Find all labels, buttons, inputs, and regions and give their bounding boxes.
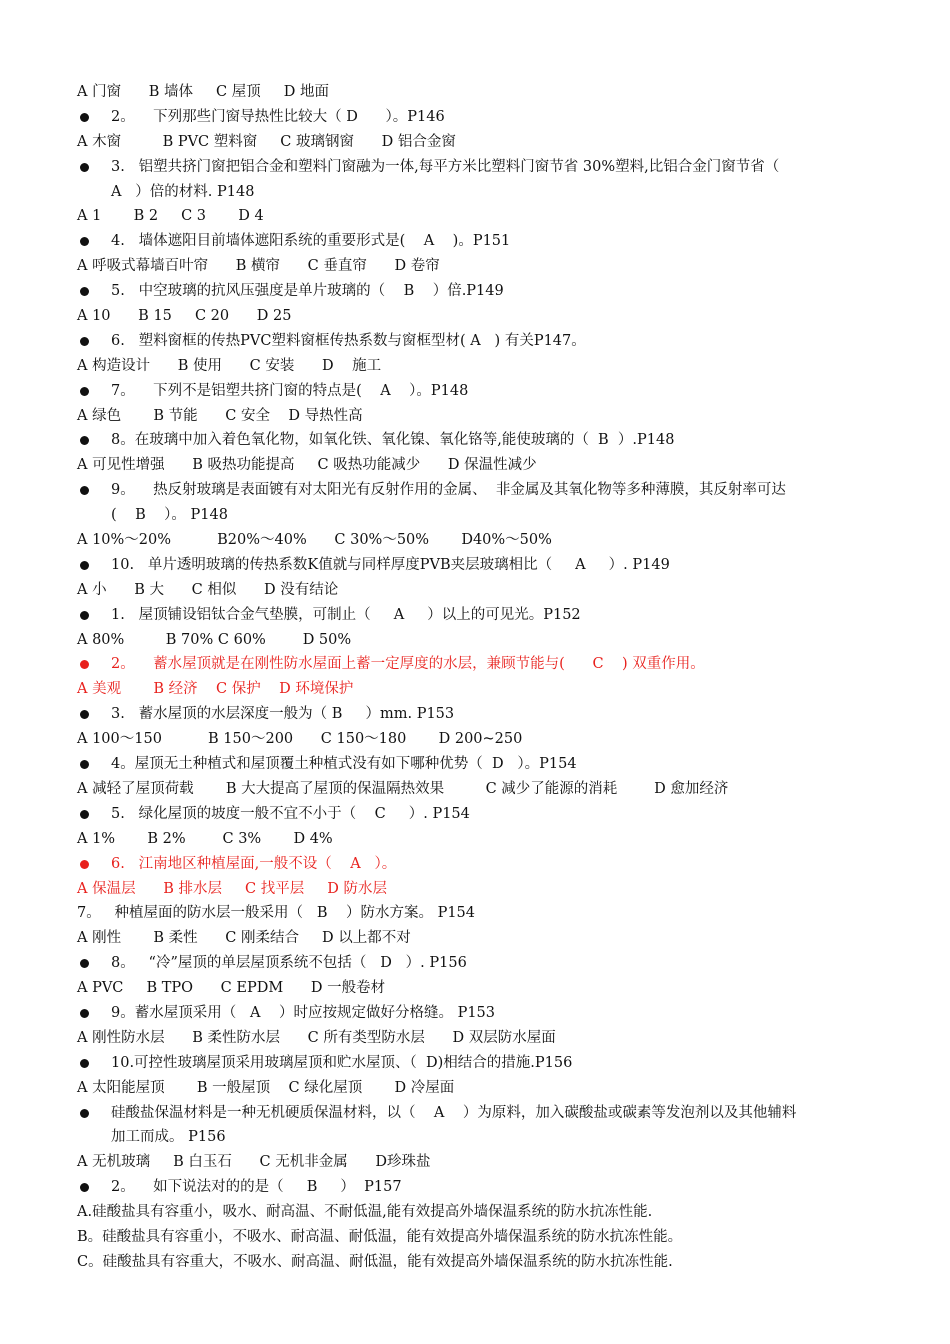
bullet-icon bbox=[80, 337, 89, 346]
line-text: A PVC B TPO C EPDM D 一般卷材 bbox=[77, 980, 386, 997]
text-line bbox=[0, 1200, 950, 1225]
line-text: A 木窗 B PVC 塑料窗 C 玻璃钢窗 D 铝合金窗 bbox=[77, 133, 456, 150]
question-line bbox=[0, 428, 950, 453]
line-text: B。硅酸盐具有容重小，不吸水、耐高温、耐低温，能有效提高外墙保温系统的防水抗冻性能。 bbox=[77, 1228, 683, 1245]
line-text: 加工而成。 P156 bbox=[111, 1129, 226, 1146]
line-text: A 10%～20% B20%～40% C 30%～50% D40%～50% bbox=[77, 532, 552, 549]
line-text: 3. 蓄水屋顶的水层深度一般为（ B ）mm. P153 bbox=[111, 706, 455, 723]
options-line bbox=[0, 877, 950, 902]
line-text: A 100～150 B 150～200 C 150～180 D 200~250 bbox=[77, 731, 523, 748]
line-text: A 可见性增强 B 吸热功能提高 C 吸热功能减少 D 保温性减少 bbox=[77, 457, 537, 474]
line-text: A 呼吸式幕墙百叶帘 B 横帘 C 垂直帘 D 卷帘 bbox=[77, 258, 440, 275]
question-line bbox=[0, 329, 950, 354]
line-text: 4. 墙体遮阳目前墙体遮阳系统的重要形式是( A )。P151 bbox=[111, 233, 511, 250]
question-line bbox=[0, 802, 950, 827]
line-text: 7。 下列不是铝塑共挤门窗的特点是( A ）。P148 bbox=[111, 382, 469, 399]
bullet-icon bbox=[80, 486, 89, 495]
question-line bbox=[0, 951, 950, 976]
bullet-icon bbox=[80, 810, 89, 819]
question-line bbox=[0, 1101, 950, 1126]
question-line bbox=[0, 752, 950, 777]
options-line bbox=[0, 677, 950, 702]
question-line bbox=[0, 603, 950, 628]
bullet-icon bbox=[80, 959, 89, 968]
line-text: 7。 种植屋面的防水层一般采用（ B ）防水方案。 P154 bbox=[77, 905, 476, 922]
bullet-icon bbox=[80, 1109, 89, 1118]
bullet-icon bbox=[80, 860, 89, 869]
question-line bbox=[0, 279, 950, 304]
options-line bbox=[0, 130, 950, 155]
line-text: A 门窗 B 墙体 C 屋顶 D 地面 bbox=[77, 84, 330, 100]
line-text: A 无机玻璃 B 白玉石 C 无机非金属 D珍珠盐 bbox=[77, 1154, 431, 1171]
options-line bbox=[0, 80, 950, 105]
options-line bbox=[0, 254, 950, 279]
line-text: 5. 绿化屋顶的坡度一般不宜不小于（ C ）. P154 bbox=[111, 805, 470, 822]
options-line bbox=[0, 777, 950, 802]
bullet-icon bbox=[80, 1009, 89, 1018]
line-text: A 刚性 B 柔性 C 刚柔结合 D 以上都不对 bbox=[77, 930, 411, 947]
line-text: 4。屋顶无土种植式和屋顶覆土种植式没有如下哪种优势（ D ）。P154 bbox=[111, 756, 577, 773]
line-text: 1. 屋顶铺设铝钛合金气垫膜，可制止（ A ）以上的可见光。P152 bbox=[111, 606, 581, 623]
question-line bbox=[0, 852, 950, 877]
line-text: 2。 下列那些门窗导热性比较大（ D ）。P146 bbox=[111, 108, 445, 125]
line-text: 2。 如下说法对的的是（ B ） P157 bbox=[111, 1179, 402, 1196]
options-line bbox=[0, 628, 950, 653]
options-line bbox=[0, 1150, 950, 1175]
options-line bbox=[0, 1076, 950, 1101]
line-text: A 80% B 70% C 60% D 50% bbox=[77, 631, 352, 648]
line-text: 10.可控性玻璃屋顶采用玻璃屋顶和贮水屋顶、（ D)相结合的措施.P156 bbox=[111, 1054, 573, 1071]
line-text: A.硅酸盐具有容重小，吸水、耐高温、不耐低温,能有效提高外墙保温系统的防水抗冻性能. bbox=[77, 1204, 653, 1221]
bullet-icon bbox=[80, 1059, 89, 1068]
text-line bbox=[0, 1125, 950, 1150]
bullet-icon bbox=[80, 710, 89, 719]
bullet-icon bbox=[80, 113, 89, 122]
line-text: 10. 单片透明玻璃的传热系数K值就与同样厚度PVB夹层玻璃相比（ A ）. P149 bbox=[111, 556, 670, 573]
line-text: A 1% B 2% C 3% D 4% bbox=[77, 830, 333, 847]
line-text: A 绿色 B 节能 C 安全 D 导热性高 bbox=[77, 407, 363, 424]
line-text: 9。 热反射玻璃是表面镀有对太阳光有反射作用的金属、 非金属及其氧化物等多种薄膜，其反射率可达 bbox=[111, 482, 786, 499]
question-line bbox=[0, 229, 950, 254]
question-line bbox=[0, 1175, 950, 1200]
options-line bbox=[0, 304, 950, 329]
line-text: 8。在玻璃中加入着色氧化物，如氧化铁、氧化镍、氧化铬等,能使玻璃的（ B ）.P148 bbox=[111, 432, 675, 449]
line-text: 8。 “冷”屋顶的单层屋顶系统不包括（ D ）. P156 bbox=[111, 955, 467, 972]
question-line bbox=[0, 1001, 950, 1026]
line-text: A 美观 B 经济 C 保护 D 环境保护 bbox=[77, 681, 354, 698]
bullet-icon bbox=[80, 163, 89, 172]
options-line bbox=[0, 827, 950, 852]
line-text: A 1 B 2 C 3 D 4 bbox=[77, 208, 264, 225]
bullet-icon bbox=[80, 237, 89, 246]
question-line bbox=[0, 702, 950, 727]
line-text: 5. 中空玻璃的抗风压强度是单片玻璃的（ B ）倍.P149 bbox=[111, 283, 504, 300]
options-line bbox=[0, 976, 950, 1001]
bullet-icon bbox=[80, 760, 89, 769]
line-text: A 保温层 B 排水层 C 找平层 D 防水层 bbox=[77, 880, 388, 897]
line-text: A 减轻了屋顶荷载 B 大大提高了屋顶的保温隔热效果 C 减少了能源的消耗 D 愈加经济 bbox=[77, 780, 729, 797]
options-line bbox=[0, 727, 950, 752]
bullet-icon bbox=[80, 660, 89, 669]
options-line bbox=[0, 528, 950, 553]
question-line bbox=[0, 478, 950, 503]
line-text: 6. 江南地区种植屋面,一般不设（ A ）。 bbox=[111, 855, 397, 872]
line-text: 2。 蓄水屋顶就是在刚性防水屋面上蓄一定厚度的水层，兼顾节能与( C ) 双重作用。 bbox=[111, 656, 705, 673]
document-page bbox=[0, 80, 950, 1275]
line-text: A 太阳能屋顶 B 一般屋顶 C 绿化屋顶 D 冷屋面 bbox=[77, 1079, 455, 1096]
options-line bbox=[0, 453, 950, 478]
bullet-icon bbox=[80, 436, 89, 445]
options-line bbox=[0, 404, 950, 429]
text-line bbox=[0, 1250, 950, 1275]
options-line bbox=[0, 578, 950, 603]
question-line bbox=[0, 105, 950, 130]
bullet-icon bbox=[80, 611, 89, 620]
line-text: 硅酸盐保温材料是一种无机硬质保温材料，以（ A ）为原料，加入碳酸盐或碳素等发泡剂以及其他辅料 bbox=[111, 1104, 797, 1121]
options-line bbox=[0, 1026, 950, 1051]
text-line bbox=[0, 180, 950, 205]
line-text: A 构造设计 B 使用 C 安装 D 施工 bbox=[77, 357, 382, 374]
line-text: 9。蓄水屋顶采用（ A ）时应按规定做好分格缝。 P153 bbox=[111, 1004, 496, 1021]
line-text: 3. 铝塑共挤门窗把铝合金和塑料门窗融为一体,每平方米比塑料门窗节省 30%塑料,比铝合金门窗节省（ bbox=[111, 158, 780, 175]
options-line bbox=[0, 926, 950, 951]
question-line bbox=[0, 652, 950, 677]
text-line bbox=[0, 1225, 950, 1250]
bullet-icon bbox=[80, 561, 89, 570]
question-line bbox=[0, 1051, 950, 1076]
bullet-icon bbox=[80, 1183, 89, 1192]
question-line bbox=[0, 553, 950, 578]
text-line bbox=[0, 503, 950, 528]
line-text: C。硅酸盐具有容重大，不吸水、耐高温、耐低温，能有效提高外墙保温系统的防水抗冻性能. bbox=[77, 1253, 673, 1270]
line-text: ( B ）。 P148 bbox=[111, 507, 228, 524]
text-line bbox=[0, 901, 950, 926]
line-text: A 10 B 15 C 20 D 25 bbox=[77, 308, 292, 325]
line-text: A 刚性防水层 B 柔性防水层 C 所有类型防水层 D 双层防水屋面 bbox=[77, 1029, 556, 1046]
bullet-icon bbox=[80, 387, 89, 396]
line-text: 6. 塑料窗框的传热PVC塑料窗框传热系数与窗框型材( A ) 有关P147。 bbox=[111, 332, 586, 349]
question-line bbox=[0, 379, 950, 404]
options-line bbox=[0, 204, 950, 229]
line-text: A 小 B 大 C 相似 D 没有结论 bbox=[77, 581, 339, 598]
question-line bbox=[0, 155, 950, 180]
bullet-icon bbox=[80, 287, 89, 296]
options-line bbox=[0, 354, 950, 379]
line-text: A ）倍的材料. P148 bbox=[111, 183, 255, 200]
